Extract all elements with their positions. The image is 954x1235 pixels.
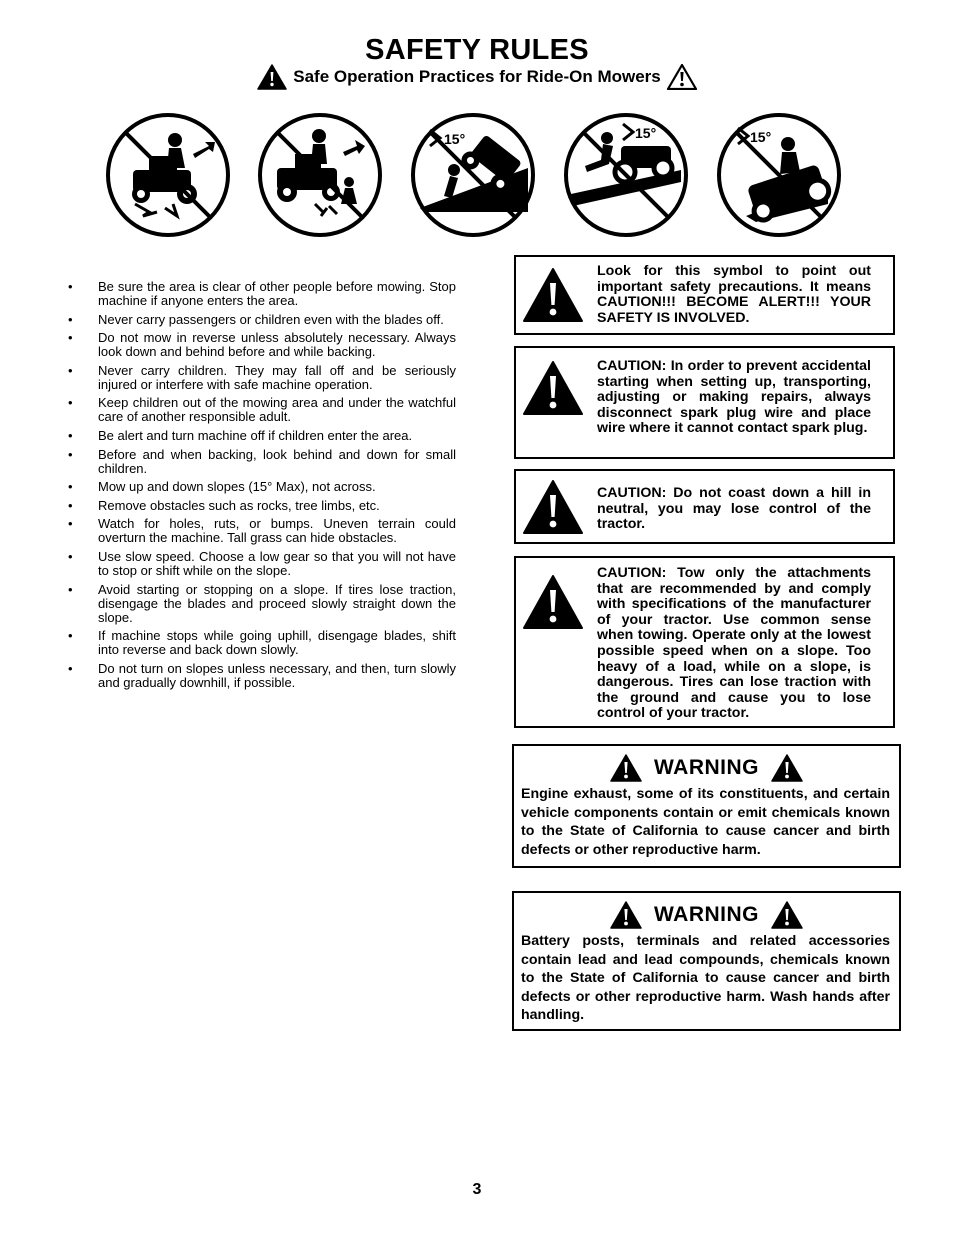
list-item: • Do not mow in reverse unless absolutely necessary. Always look down and behind before and while backing. (66, 331, 456, 359)
caution-box (514, 556, 895, 728)
safety-rules-list (66, 280, 456, 694)
warning-triangle-icon (522, 360, 584, 416)
warning-triangle-icon (522, 267, 584, 323)
safety-illustrations (105, 112, 845, 238)
warning-text: Engine exhaust, some of its constituents, and certain vehicle components contain or emit chemicals known to the State of California to cause cancer and birth defects or other reproductive harm. (521, 786, 890, 858)
warning-triangle-icon (771, 754, 803, 782)
warning-triangle-icon (610, 901, 642, 929)
no-reverse-mowing-icon (257, 112, 383, 238)
list-item: • Avoid starting or stopping on a slope. If tires lose traction, disengage the blades and proceed slowly straight down the slope. (66, 583, 456, 625)
slope-across-icon (716, 112, 842, 238)
list-item: • Never carry children. They may fall off and be seriously injured or interfere with safe machine operation. (66, 364, 456, 392)
warning-triangle-icon (522, 574, 584, 630)
caution-text: Look for this symbol to point out important safety precautions. It means CAUTION!!! BECOME ALERT!!! YOUR SAFETY IS INVOLVED. (597, 263, 871, 326)
slope-tip-over-icon (410, 112, 536, 238)
list-item: • Use slow speed. Choose a low gear so that you will not have to stop or shift while on the slope. (66, 550, 456, 578)
page-subtitle: Safe Operation Practices for Ride-On Mowers (293, 67, 661, 86)
list-item: • Be alert and turn machine off if children enter the area. (66, 429, 456, 443)
warning-triangle-icon (257, 64, 287, 90)
warning-triangle-icon (610, 754, 642, 782)
no-passengers-blade-icon (105, 112, 231, 238)
subtitle-row (0, 62, 954, 92)
slope-rollover-icon (563, 112, 689, 238)
list-item: • Be sure the area is clear of other people before mowing. Stop machine if anyone enters the area. (66, 280, 456, 308)
list-item: • Remove obstacles such as rocks, tree limbs, etc. (66, 499, 456, 513)
list-item: • Watch for holes, ruts, or bumps. Uneven terrain could overturn the machine. Tall grass can hide obstacles. (66, 517, 456, 545)
warning-box (512, 891, 901, 1031)
list-item: • Mow up and down slopes (15° Max), not across. (66, 480, 456, 494)
warning-text: Battery posts, terminals and related accessories contain lead and lead compounds, chemicals known to the State of California to cause cancer and birth defects or other reproductive harm. Wash hands after handling. (521, 933, 890, 1024)
warning-label: WARNING (654, 903, 759, 926)
caution-box (514, 346, 895, 459)
slope-angle-label: 15° (444, 131, 466, 147)
warning-triangle-icon (771, 901, 803, 929)
warning-triangle-icon (667, 64, 697, 90)
list-item: • Keep children out of the mowing area and under the watchful care of another responsible adult. (66, 396, 456, 424)
caution-text: CAUTION: Tow only the attachments that are recommended by and comply with specifications of the manufacturer of your tractor. Use common sense when towing. Operate only at the lowest possible speed when on a slope. Too heavy of a load, while on a slope, is dangerous. Tires can lose traction with the ground and cause you to lose control of your tractor. (597, 565, 871, 722)
warning-header (514, 899, 899, 931)
page-number: 3 (472, 1181, 482, 1198)
caution-text: CAUTION: Do not coast down a hill in neutral, you may lose control of the tractor. (597, 485, 871, 533)
list-item: • Never carry passengers or children even with the blades off. (66, 313, 456, 327)
caution-box (514, 469, 895, 544)
slope-angle-label: 15° (750, 129, 772, 145)
warning-box (512, 744, 901, 868)
warning-label: WARNING (654, 756, 759, 779)
warning-triangle-icon (522, 479, 584, 535)
caution-text: CAUTION: In order to prevent accidental starting when setting up, transporting, adjusting or making repairs, always disconnect spark plug wire and place wire where it cannot contact spark plug. (597, 358, 871, 437)
list-item: • Do not turn on slopes unless necessary, and then, turn slowly and gradually downhill, if possible. (66, 662, 456, 690)
page-title: SAFETY RULES (365, 34, 589, 66)
caution-box (514, 255, 895, 335)
warning-header (514, 752, 899, 784)
slope-angle-label: 15° (635, 125, 657, 141)
list-item: • Before and when backing, look behind and down for small children. (66, 448, 456, 476)
list-item: • If machine stops while going uphill, disengage blades, shift into reverse and back down slowly. (66, 629, 456, 657)
